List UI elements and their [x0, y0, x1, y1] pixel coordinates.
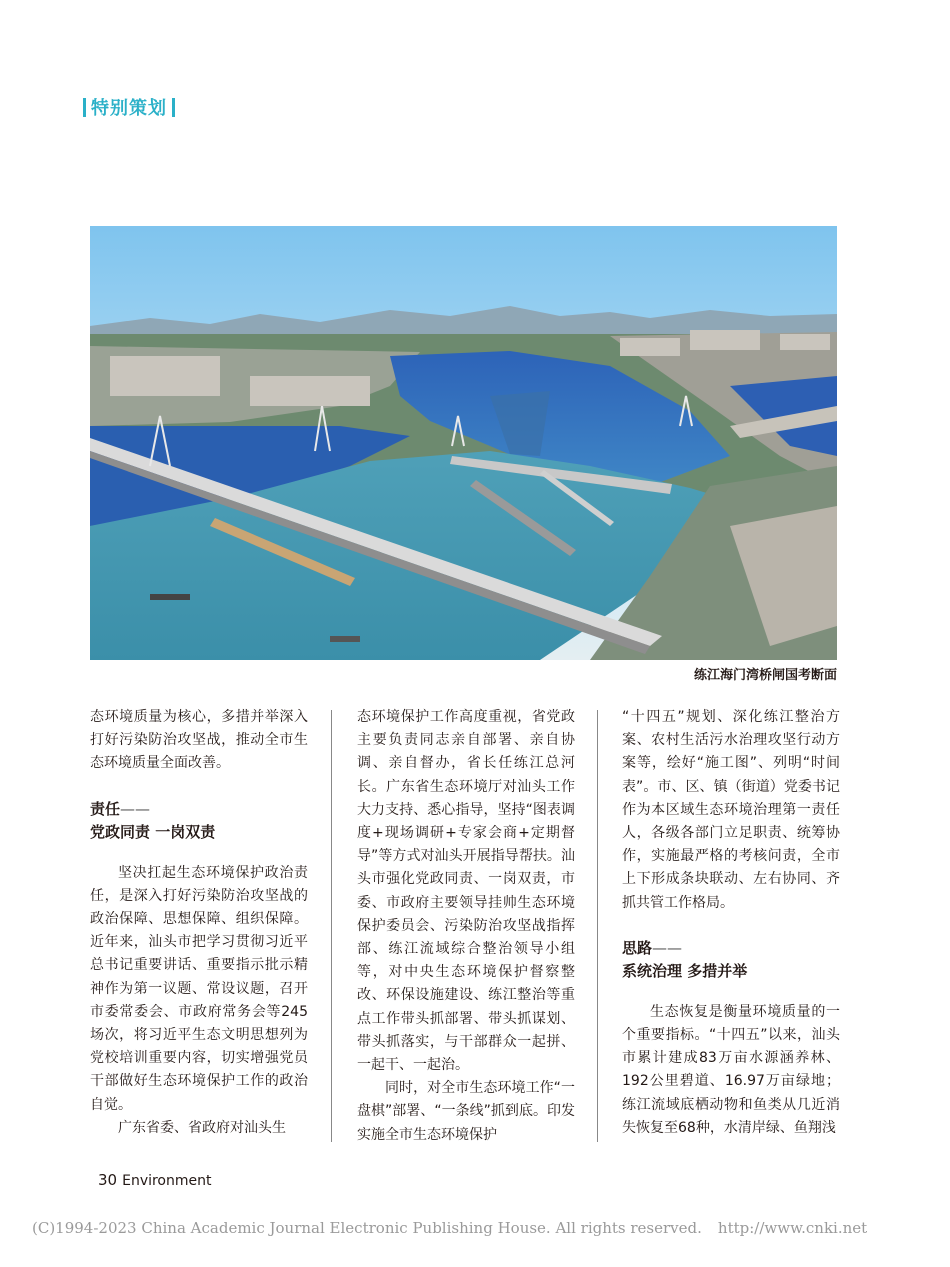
section-tag — [78, 94, 180, 120]
cnki-link[interactable]: http://www.cnki.net — [717, 1219, 868, 1237]
column-divider — [331, 710, 332, 1142]
paragraph: 态环境保护工作高度重视，省党政主要负责同志亲自部署、亲自协调、亲自督办，省长任练江总河长。广东省生态环境厅对汕头工作大力支持、悉心指导，坚持“图表调度+现场调研+专家会商+定期督导”等方式对汕头开展指导帮扶。汕头市强化党政同责、一岗双责，市委、市政府主要领导挂帅生态环境保护委员会、污染防治攻坚战指挥部、练江流域综合整治领导小组等，对中央生态环境保护督察整改、环保设施建设、练江整治等重点工作带头抓部署、带头抓谋划、带头抓落实，与干部群众一起拼、一起干、一起治。 — [357, 709, 575, 1074]
text-column-2 — [357, 706, 575, 1147]
paragraph: 坚决扛起生态环境保护政治责任，是深入打好污染防治攻坚战的政治保障、思想保障、组织保障。近年来，汕头市把学习贯彻习近平总书记重要讲话、重要指示批示精神作为第一议题、常设议题，召开市委常委会、市政府常务会等245场次，将习近平生态文明思想列为党校培训重要内容，切实增强党员干部做好生态环境保护工作的政治自觉。 — [90, 864, 308, 1113]
text-column-1 — [90, 706, 308, 1140]
copyright-text: (C)1994-2023 China Academic Journal Electronic Publishing House. All rights reserved. — [32, 1219, 702, 1237]
paragraph: “十四五”规划、深化练江整治方案、农村生活污水治理攻坚行动方案等，绘好“施工图”、列明“时间表”。市、区、镇（街道）党委书记作为本区域生态环境治理第一责任人，各级各部门立足职责、统筹协作，实施最严格的考核问责，全市上下形成条块联动、左右协同、齐抓共管工作格局。 — [622, 709, 840, 911]
paragraph: 广东省委、省政府对汕头生 — [118, 1119, 286, 1136]
page-footer — [98, 1171, 212, 1189]
heading-subtitle: 系统治理 多措并举 — [622, 961, 748, 980]
photo-caption: 练江海门湾桥闸国考断面 — [693, 668, 837, 683]
tag-bar-left — [83, 98, 86, 117]
tag-bar-right — [172, 98, 175, 117]
heading-subtitle: 党政同责 一岗双责 — [90, 822, 216, 841]
paragraph: 同时，对全市生态环境工作“一盘棋”部署、“一条线”抓到底。印发实施全市生态环境保护 — [357, 1080, 575, 1143]
section-tag-text: 特别策划 — [91, 98, 167, 119]
column-divider — [597, 710, 598, 1142]
aerial-photo — [90, 226, 837, 660]
copyright-notice — [32, 1219, 867, 1237]
heading-label: 责任 — [90, 799, 121, 818]
magazine-name: Environment — [122, 1173, 212, 1189]
heading-dash: —— — [120, 799, 151, 818]
paragraph: 生态恢复是衡量环境质量的一个重要指标。“十四五”以来，汕头市累计建成83万亩水源涵养林、192公里碧道、16.97万亩绿地；练江流域底栖动物和鱼类从几近消失恢复至68种，水清岸绿、鱼翔浅 — [622, 1003, 840, 1136]
section-heading-responsibility — [90, 798, 308, 844]
heading-dash: —— — [652, 938, 683, 957]
section-heading-approach — [622, 937, 840, 983]
paragraph: 态环境质量为核心，多措并举深入打好污染防治攻坚战，推动全市生态环境质量全面改善。 — [90, 709, 308, 772]
text-column-3 — [622, 706, 840, 1140]
page-number: 30 — [98, 1171, 118, 1189]
heading-label: 思路 — [622, 938, 653, 957]
